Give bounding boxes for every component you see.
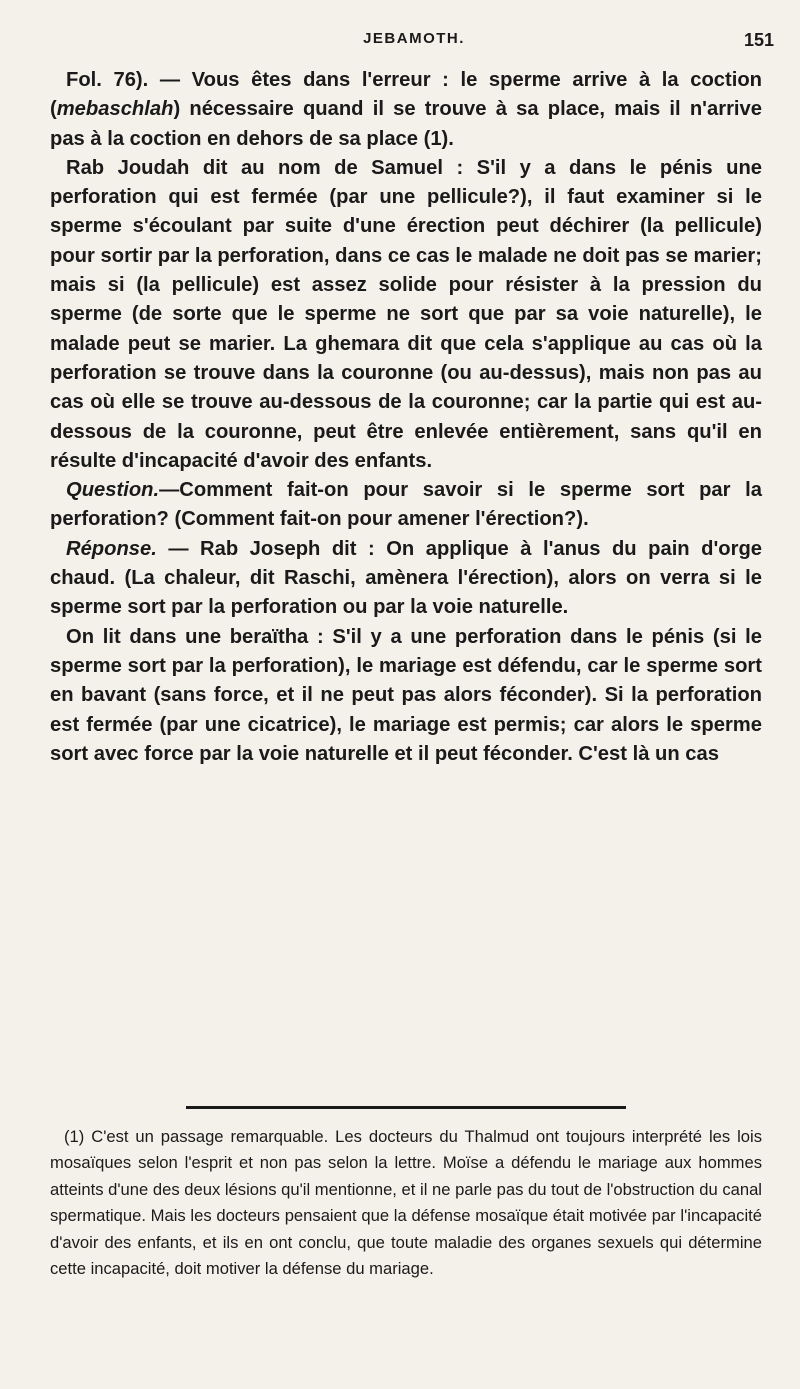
paragraph-2: Rab Joudah dit au nom de Samuel : S'il y a dans le pénis une perforation qui est fermée (par une pellicule?), il faut examiner si le sperme s'écoulant par suite d'une érection peut déchirer (la pellicule) pour sortir par la perforation, dans ce cas le malade ne doit pas se marier; mais si (la pellicule) est assez solide pour résister à la pression du sperme (de sorte que le sperme ne sort que par sa voie naturelle), le malade peut se marier. La ghemara dit que cela s'applique au cas où la perforation se trouve dans la couronne (ou au-dessus), mais non pas au cas où elle se trouve au-dessous de la couronne; car la partie qui est au-dessous de la couronne, peut être enlevée entièrement, sans qu'il en résulte d'incapacité d'avoir des enfants. [50, 156, 762, 472]
answer-text: — Rab Joseph dit : On applique à l'anus du pain d'orge chaud. (La chaleur, dit Raschi, amènera l'érection), alors on verra si le sperme sort par la perforation ou par la voie naturelle. [50, 537, 762, 619]
paragraph-answer [50, 535, 762, 623]
footnote-text: (1) C'est un passage remarquable. Les docteurs du Thalmud ont toujours interprété les lois mosaïques selon l'esprit et non pas selon la lettre. Moïse a défendu le mariage aux hommes atteints d'une des deux lésions qu'il mentionne, et il ne parle pas du tout de l'obstruction du canal spermatique. Mais les docteurs pensaient que la défense mosaïque était motivée par l'incapacité d'avoir des enfants, et ils en ont conclu, que toute maladie des organes sexuels qui détermine cette incapacité, doit motiver la défense du mariage. [50, 1127, 762, 1279]
question-label: Question. [66, 479, 160, 502]
paragraph-question [50, 476, 762, 535]
page-number: 151 [743, 30, 774, 50]
paragraph-1-end: ) nécessaire quand il se trouve à sa place, mais il n'arrive pas à la coction en dehors de sa place (1). [50, 98, 762, 150]
footnote [50, 1124, 762, 1282]
footnote-divider [186, 1106, 626, 1109]
page-header [48, 22, 780, 58]
answer-label: Réponse. [66, 537, 157, 560]
running-title: JEBAMOTH. [363, 30, 465, 47]
hebrew-term: mebaschlah [56, 98, 174, 121]
paragraph-1 [50, 66, 762, 154]
paragraph-1-start: Fol. 76). — Vous êtes dans l'erreur : le sperme arrive à la coction ( [50, 69, 762, 121]
question-text: —Comment fait-on pour savoir si le sperme sort par la perforation? (Comment fait-on pour amener l'érection?). [50, 479, 762, 531]
main-text [50, 66, 762, 769]
paragraph-5: On lit dans une beraïtha : S'il y a une perforation dans le pénis (si le sperme sort par la perforation), le mariage est défendu, car le sperme sort en bavant (sans force, et il ne peut pas alors féconder). Si la perforation est fermée (par une cicatrice), le mariage est permis; car alors le sperme sort avec force par la voie naturelle et il peut féconder. C'est là un cas [50, 625, 762, 765]
